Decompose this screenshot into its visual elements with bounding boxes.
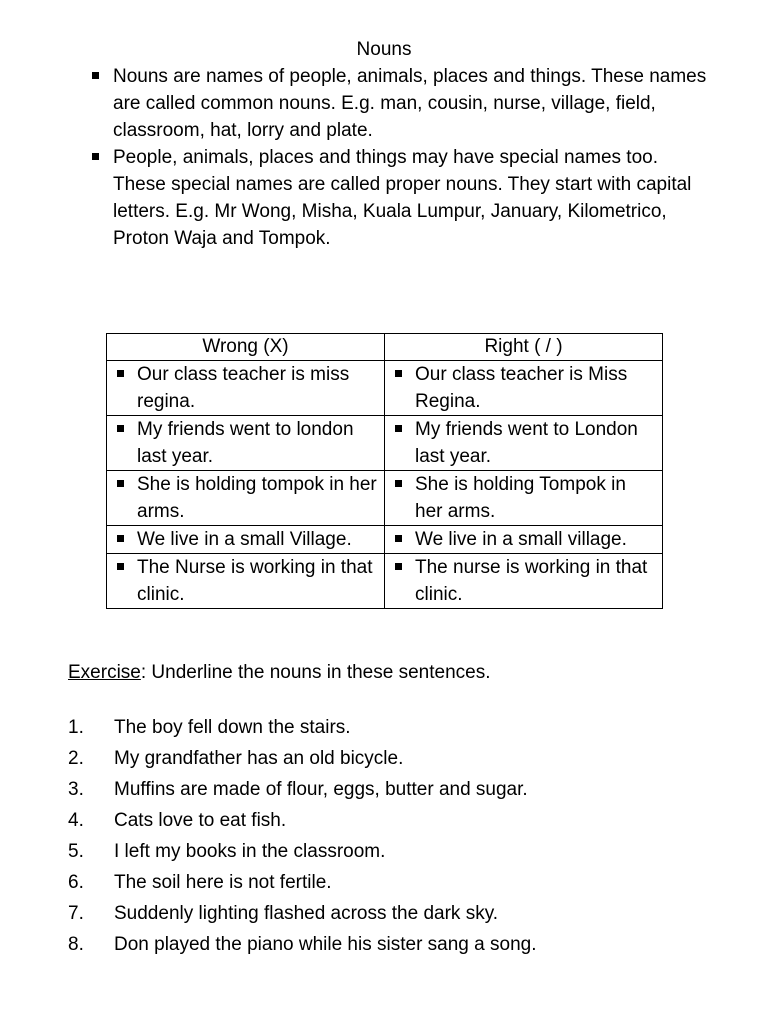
question-text: Suddenly lighting flashed across the dark sky.	[114, 903, 499, 924]
table-row	[107, 554, 663, 609]
table-cell-right	[385, 554, 663, 609]
table-row	[107, 526, 663, 554]
wrong-sentence: She is holding tompok in her arms.	[107, 471, 384, 525]
table-cell-right	[385, 526, 663, 554]
definition-proper-nouns: People, animals, places and things may have special names too. These special names are called proper nouns. They start with capital letters. E.g. Mr Wong, Misha, Kuala Lumpur, January, Kilometrico, Proton Waja and Tompok.	[88, 144, 708, 252]
definition-list	[88, 63, 708, 252]
list-item	[68, 867, 748, 898]
table-cell-right	[385, 416, 663, 471]
list-item	[68, 929, 748, 960]
table-cell-right	[385, 471, 663, 526]
list-item	[68, 805, 748, 836]
question-number: 5.	[68, 841, 84, 862]
table-row	[107, 471, 663, 526]
definition-common-nouns: Nouns are names of people, animals, places and things. These names are called common nouns. E.g. man, cousin, nurse, village, field, classroom, hat, lorry and plate.	[88, 63, 708, 144]
list-item	[68, 743, 748, 774]
exercise-label: Exercise	[68, 662, 141, 683]
right-sentence: Our class teacher is Miss Regina.	[385, 361, 662, 415]
exercise-questions	[68, 712, 748, 960]
right-sentence: She is holding Tompok in her arms.	[385, 471, 662, 525]
exercise-text: : Underline the nouns in these sentences.	[140, 662, 491, 683]
table-cell-wrong	[107, 416, 385, 471]
question-number: 6.	[68, 872, 84, 893]
table-row	[107, 361, 663, 416]
table-cell-wrong	[107, 361, 385, 416]
table-row	[107, 416, 663, 471]
list-item	[68, 898, 748, 929]
question-text: Don played the piano while his sister sang a song.	[114, 934, 537, 955]
question-number: 1.	[68, 717, 84, 738]
question-number: 3.	[68, 779, 84, 800]
wrong-right-table	[106, 333, 663, 609]
list-item	[68, 774, 748, 805]
wrong-sentence: The Nurse is working in that clinic.	[107, 554, 384, 608]
wrong-sentence: We live in a small Village.	[107, 526, 384, 553]
right-sentence: My friends went to London last year.	[385, 416, 662, 470]
table-cell-right	[385, 361, 663, 416]
question-number: 4.	[68, 810, 84, 831]
table-header-row	[107, 334, 663, 361]
table-cell-wrong	[107, 471, 385, 526]
list-item	[68, 836, 748, 867]
header-wrong: Wrong (X)	[107, 334, 385, 361]
header-right: Right ( / )	[385, 334, 663, 361]
question-text: The boy fell down the stairs.	[114, 717, 351, 738]
list-item	[68, 712, 748, 743]
exercise-instruction	[68, 659, 748, 686]
question-text: Muffins are made of flour, eggs, butter and sugar.	[114, 779, 528, 800]
right-sentence: The nurse is working in that clinic.	[385, 554, 662, 608]
table-cell-wrong	[107, 526, 385, 554]
page-title: Nouns	[356, 39, 412, 60]
question-text: I left my books in the classroom.	[114, 841, 386, 862]
question-text: The soil here is not fertile.	[114, 872, 332, 893]
wrong-sentence: My friends went to london last year.	[107, 416, 384, 470]
question-text: My grandfather has an old bicycle.	[114, 748, 404, 769]
question-text: Cats love to eat fish.	[114, 810, 287, 831]
question-number: 8.	[68, 934, 84, 955]
right-sentence: We live in a small village.	[385, 526, 662, 553]
question-number: 2.	[68, 748, 84, 769]
table-cell-wrong	[107, 554, 385, 609]
wrong-sentence: Our class teacher is miss regina.	[107, 361, 384, 415]
question-number: 7.	[68, 903, 84, 924]
